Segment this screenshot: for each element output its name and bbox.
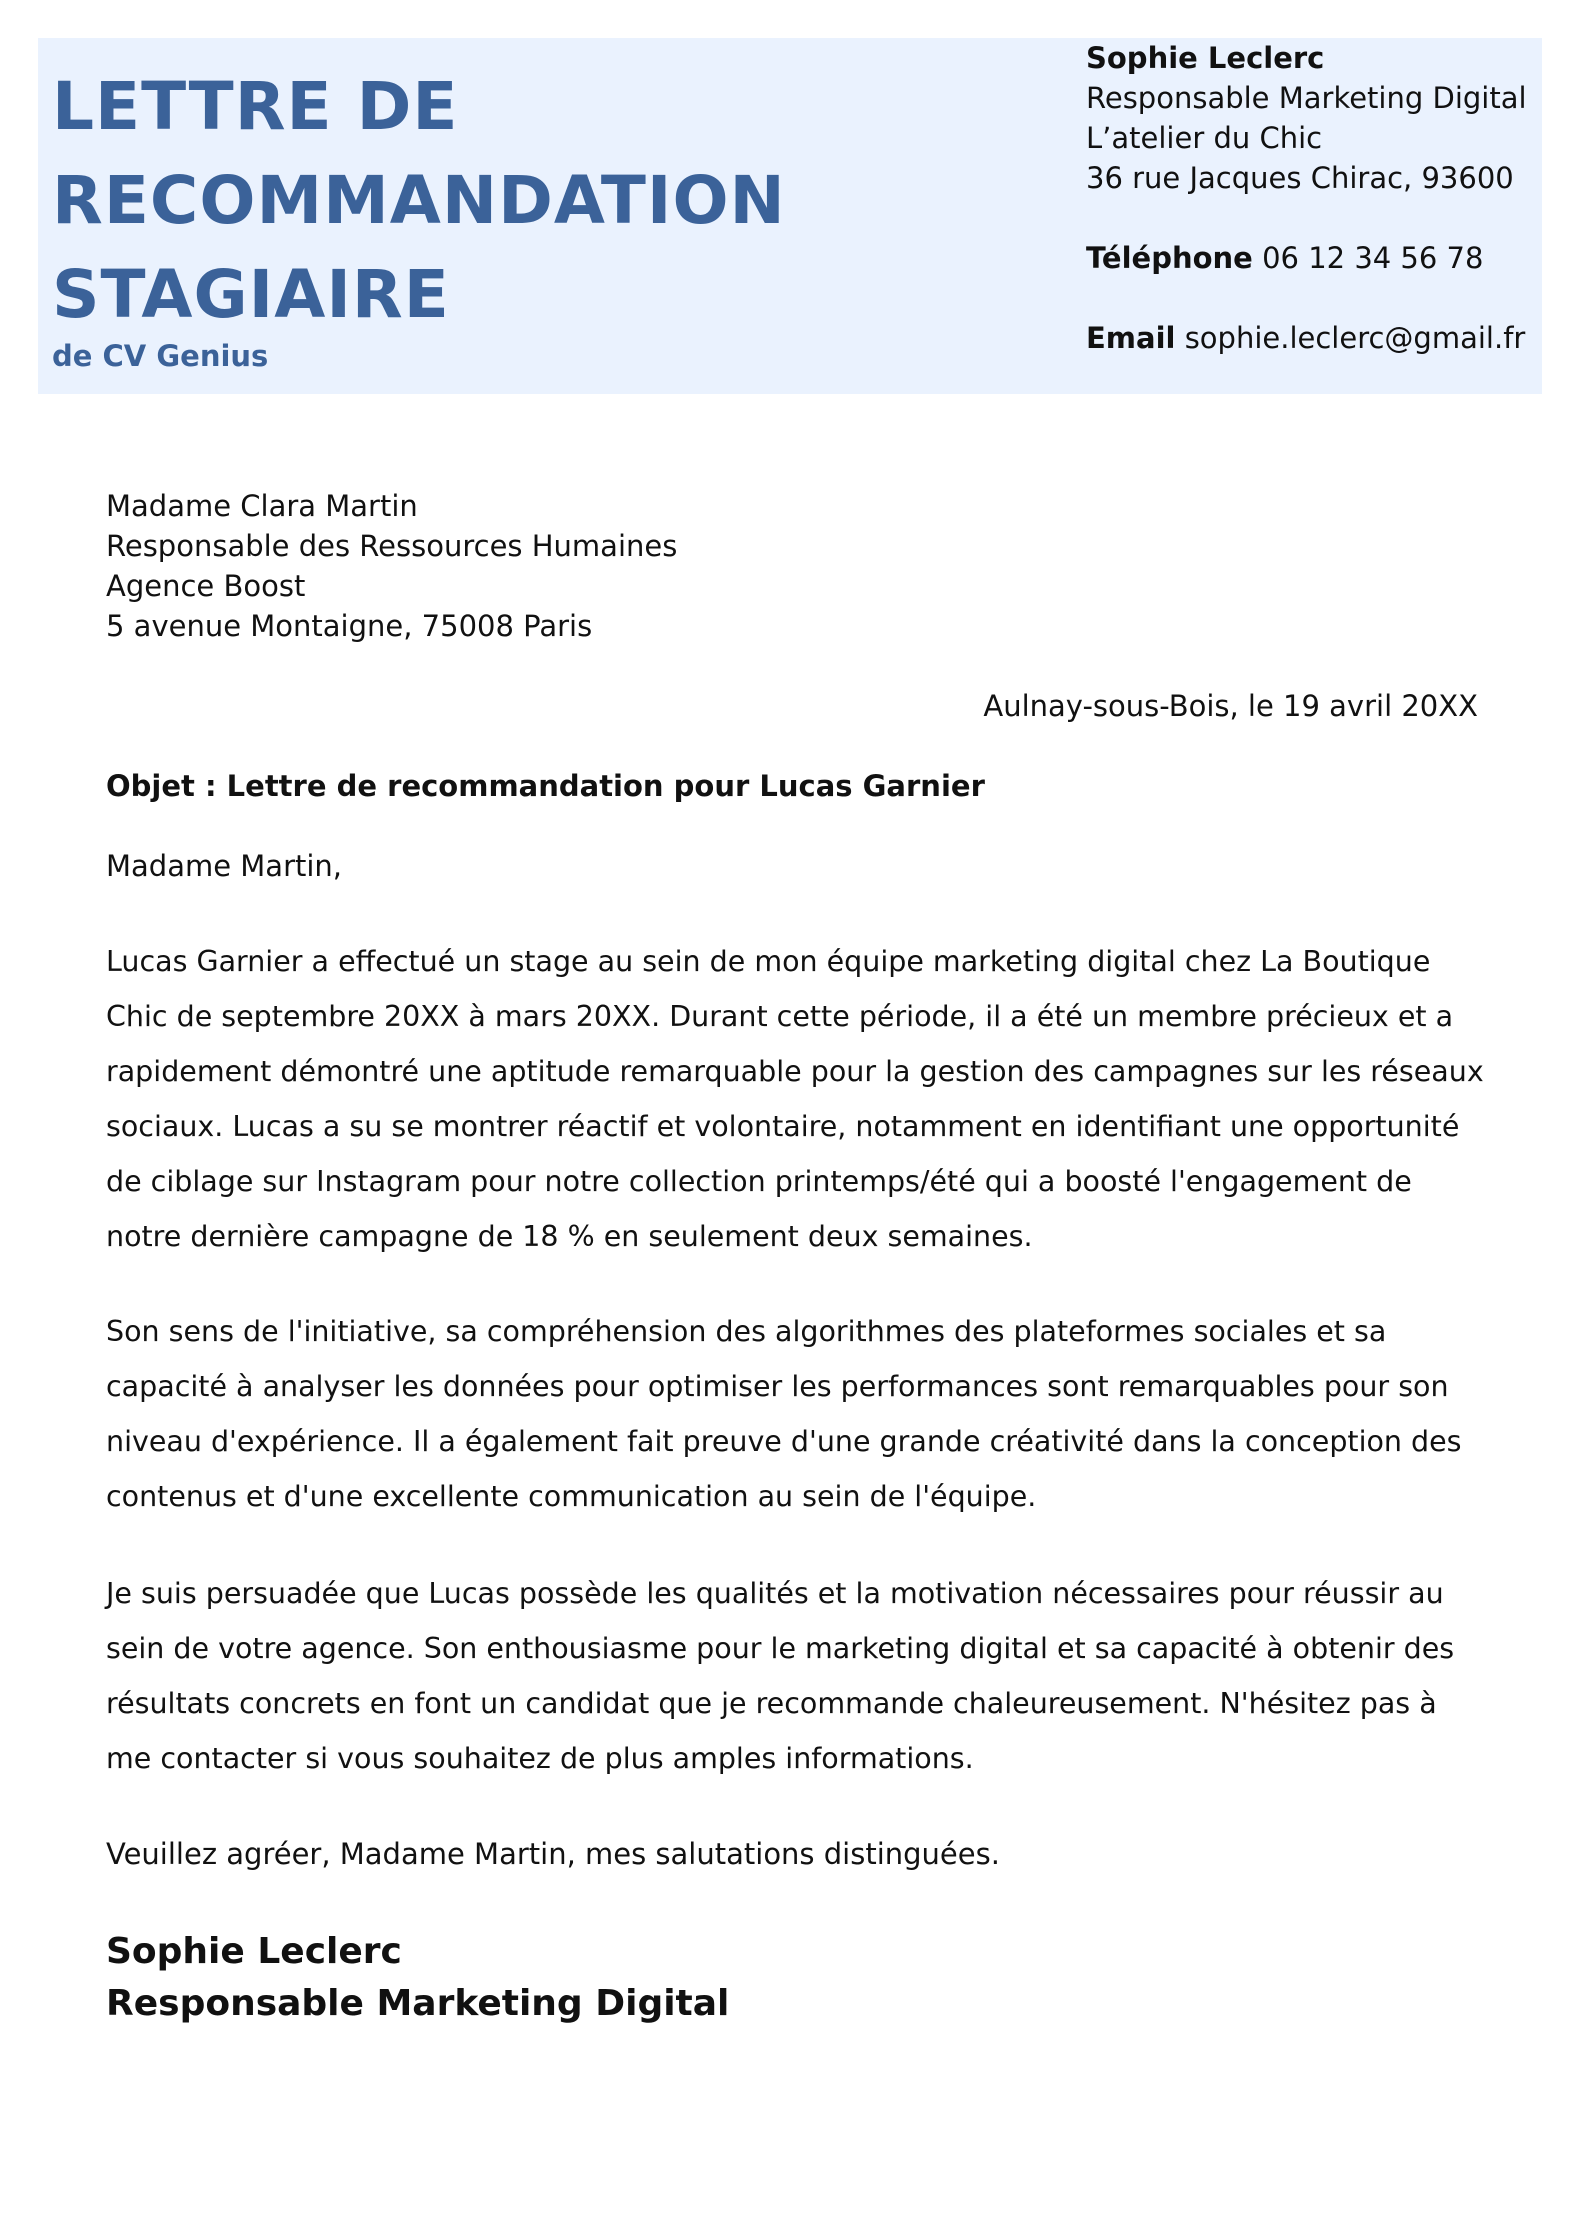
document-title-line-1: LETTRE DE: [52, 68, 459, 145]
signature-name: Sophie Leclerc: [106, 1931, 402, 1972]
letter-subject: Objet : Lettre de recommandation pour Lucas Garnier: [106, 769, 985, 803]
letter-paragraph-3: Je suis persuadée que Lucas possède les qualités et la motivation nécessaires pour réussir au sein de votre agence. Son enthousiasme pour le marketing digital et sa capacité à obtenir des résultats concrets en font un candidat que je recommande chaleureusement. N'hésitez pas à me contacter si vous souhaitez de plus amples informations.: [106, 1577, 1455, 1775]
sender-email-line: [1086, 318, 1536, 358]
date-line: Aulnay-sous-Bois, le 19 avril 20XX: [983, 689, 1478, 723]
spacer: [1086, 278, 1536, 318]
sender-email-label: Email: [1086, 321, 1176, 355]
sender-company: L’atelier du Chic: [1086, 121, 1323, 155]
document-title-line-2: RECOMMANDATION: [52, 162, 786, 239]
sender-email: sophie.leclerc@gmail.fr: [1184, 321, 1526, 355]
signature-block: [106, 1926, 729, 2030]
signature-job-title: Responsable Marketing Digital: [106, 1983, 730, 2024]
spacer: [1086, 198, 1536, 238]
document-title: [52, 60, 952, 342]
letter-greeting: Madame Martin,: [106, 849, 343, 883]
recipient-job-title: Responsable des Ressources Humaines: [106, 529, 678, 563]
letter-paragraph-1: Lucas Garnier a effectué un stage au sein de mon équipe marketing digital chez La Boutique Chic de septembre 20XX à mars 20XX. Durant cette période, il a été un membre précieux et a rapidement démontré une aptitude remarquable pour la gestion des campagnes sur les réseaux sociaux. Lucas a su se montrer réactif et volontaire, notamment en identifiant une opportunité de ciblage sur Instagram pour notre collection printemps/été qui a boosté l'engagement de notre dernière campagne de 18 % en seulement deux semaines.: [106, 945, 1484, 1253]
document-subtitle: de CV Genius: [52, 339, 269, 373]
recipient-name: Madame Clara Martin: [106, 489, 418, 523]
sender-phone-line: [1086, 238, 1536, 278]
recipient-address: 5 avenue Montaigne, 75008 Paris: [106, 609, 593, 643]
sender-phone-label: Téléphone: [1086, 241, 1253, 275]
sender-block: [1086, 38, 1536, 358]
recipient-block: [106, 486, 677, 646]
letter-closing: Veuillez agréer, Madame Martin, mes salutations distinguées.: [106, 1837, 1000, 1871]
sender-name: Sophie Leclerc: [1086, 41, 1325, 75]
letter-paragraph-2: Son sens de l'initiative, sa compréhension des algorithmes des plateformes sociales et sa capacité à analyser les données pour optimiser les performances sont remarquables pour son niveau d'expérience. Il a également fait preuve d'une grande créativité dans la conception des contenus et d'une excellente communication au sein de l'équipe.: [106, 1315, 1462, 1513]
recipient-company: Agence Boost: [106, 569, 306, 603]
sender-address: 36 rue Jacques Chirac, 93600: [1086, 161, 1514, 195]
sender-phone: 06 12 34 56 78: [1262, 241, 1484, 275]
document-title-line-3: STAGIAIRE: [52, 256, 450, 333]
sender-job-title: Responsable Marketing Digital: [1086, 81, 1527, 115]
